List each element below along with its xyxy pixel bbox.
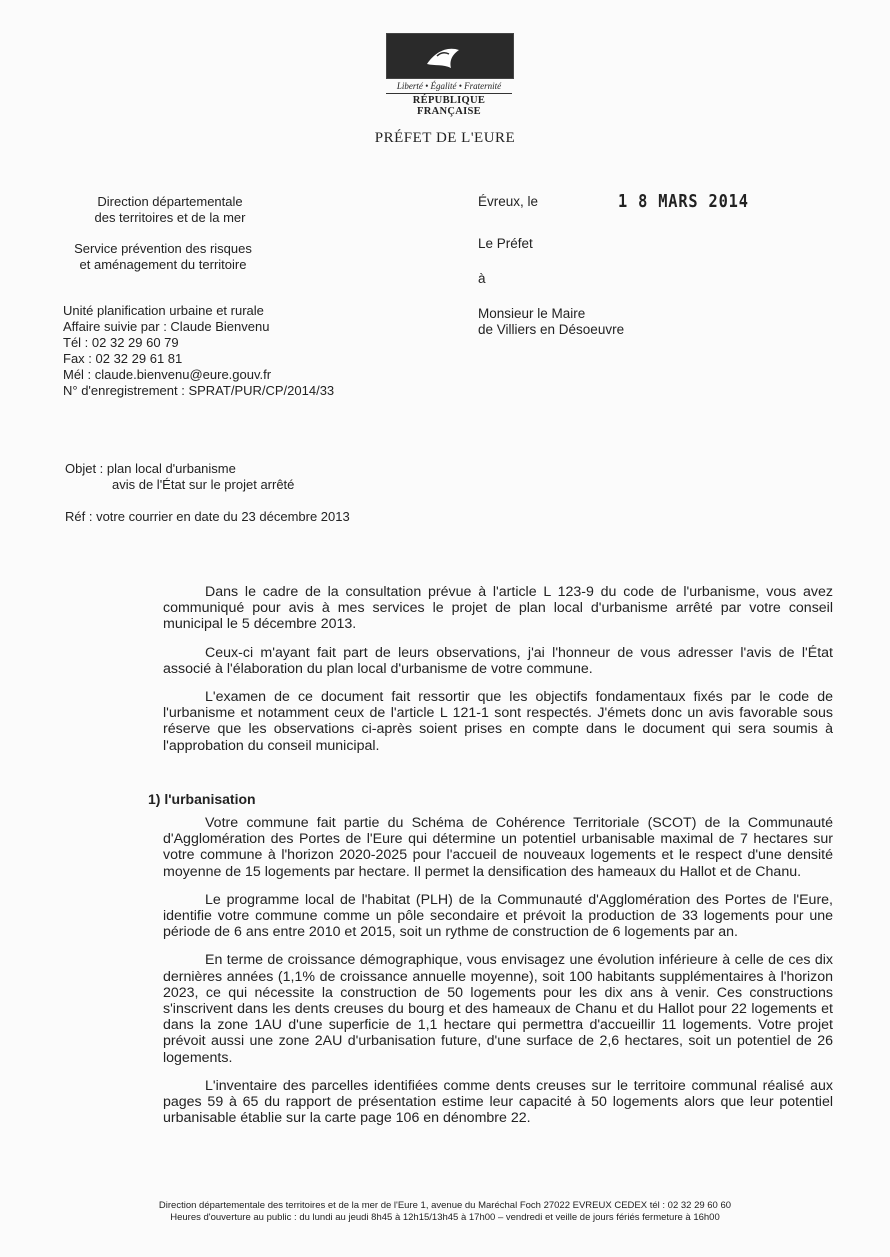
footer — [0, 1200, 890, 1224]
intro-paragraph: L'examen de ce document fait ressortir que les objectifs fondamentaux fixés par le code de l'urbanisme et notamment ceux de l'article L 121-1 sont respectés. J'émets donc un avis favorable sous réserve que les observations ci-après soient prises en compte dans le document qui sera soumis à l'approbation du conseil municipal. — [163, 689, 833, 754]
footer-address: Direction départementale des territoires et de la mer de l'Eure 1, avenue du Maréchal Foch 27022 EVREUX CEDEX tél : 02 32 29 60 60 — [158, 1200, 732, 1211]
recipient-line2: de Villiers en Désoeuvre — [478, 322, 625, 337]
republic-logo — [386, 33, 512, 117]
section1-body — [163, 815, 833, 1136]
intro-paragraph: Ceux-ci m'ayant fait part de leurs observations, j'ai l'honneur de vous adresser l'avis de l'État associé à l'élaboration du plan local d'urbanisme de votre commune. — [163, 644, 833, 677]
section-paragraph: Le programme local de l'habitat (PLH) de la Communauté d'Agglomération des Portes de l'Eure, identifie votre commune comme un pôle secondaire et prévoit la production de 33 logements pour une période de 6 ans entre 2010 et 2015, soit un rythme de construction de 6 logements par an. — [163, 891, 833, 941]
to-word: à — [478, 271, 486, 286]
republic-name: RÉPUBLIQUE FRANÇAISE — [386, 93, 512, 117]
unit: Unité planification urbaine et rurale — [63, 303, 264, 318]
direction-line1: Direction départementale — [97, 194, 243, 209]
intro-paragraph: Dans le cadre de la consultation prévue à l'article L 123-9 du code de l'urbanisme, vous avez communiqué pour avis à mes services le projet de plan local d'urbanisme arrêté par votre conseil municipal le 5 décembre 2013. — [163, 584, 833, 633]
sender-service — [58, 241, 268, 273]
sender-contact — [63, 303, 383, 399]
motto: Liberté • Égalité • Fraternité — [396, 81, 502, 91]
place: Évreux, le — [478, 194, 539, 209]
section-paragraph: L'inventaire des parcelles identifiées comme dents creuses sur le territoire communal réalisé aux pages 59 à 65 du rapport de présentation estime leur capacité à 50 logements alors que leur potentiel urbanisable établie sur la carte page 106 en dénombre 22. — [163, 1077, 833, 1127]
followed-by: Affaire suivie par : Claude Bienvenu — [63, 319, 270, 334]
footer-hours: Heures d'ouverture au public : du lundi au jeudi 8h45 à 12h15/13h45 à 17h00 – vendredi et veille de jours fériés fermeture à 16h00 — [170, 1212, 720, 1223]
recipient-line1: Monsieur le Maire — [478, 306, 586, 321]
email: Mél : claude.bienvenu@eure.gouv.fr — [63, 367, 272, 382]
prefet-title: PRÉFET DE L'EURE — [374, 130, 516, 146]
recipient-address — [478, 306, 624, 338]
section-heading: 1) l'urbanisation — [148, 791, 256, 807]
section-paragraph: En terme de croissance démographique, vous envisagez une évolution inférieure à celle de ces dix dernières années (1,1% de croissance annuelle moyenne), soit 100 habitants supplémentaires à l'horizon 2023, ce qui nécessite la construction de 50 logements pour les dix ans à venir. Ces constructions s'inscrivent dans les dents creuses du bourg et des hameaux de Chanu et du Hallot pour 22 logements et dans la zone 1AU d'une superficie de 1,1 hectare qui permettra d'accueillir 11 logements. Votre projet prévoit aussi une zone 2AU d'urbanisation future, d'une surface de 2,6 hectares, soit un potentiel de 26 logements. — [163, 952, 833, 1066]
from: Le Préfet — [478, 236, 533, 251]
service-line1: Service prévention des risques — [74, 241, 252, 256]
date-stamp: 1 8 MARS 2014 — [618, 191, 749, 212]
registration-number: N° d'enregistrement : SPRAT/PUR/CP/2014/33 — [63, 383, 335, 398]
object-line2: avis de l'État sur le projet arrêté — [112, 477, 295, 492]
service-line2: et aménagement du territoire — [79, 257, 247, 272]
phone: Tél : 02 32 29 60 79 — [63, 335, 179, 350]
intro-section — [163, 584, 833, 764]
section-paragraph: Votre commune fait partie du Schéma de Cohérence Territoriale (SCOT) de la Communauté d'Agglomération des Portes de l'Eure qui détermine un potentiel urbanisable maximal de 7 hectares sur votre commune à l'horizon 2020-2025 pour l'accueil de nouveaux logements et le respect d'une densité moyenne de 15 logements par hectare. Il permet la densification des hameaux du Hallot et de Chanu. — [163, 815, 833, 880]
sender-direction — [70, 194, 270, 226]
object-line1: Objet : plan local d'urbanisme — [65, 461, 236, 476]
reference: Réf : votre courrier en date du 23 décembre 2013 — [65, 509, 350, 524]
fax: Fax : 02 32 29 61 81 — [63, 351, 183, 366]
direction-line2: des territoires et de la mer — [94, 210, 246, 225]
marianne-logo-icon — [386, 33, 514, 79]
